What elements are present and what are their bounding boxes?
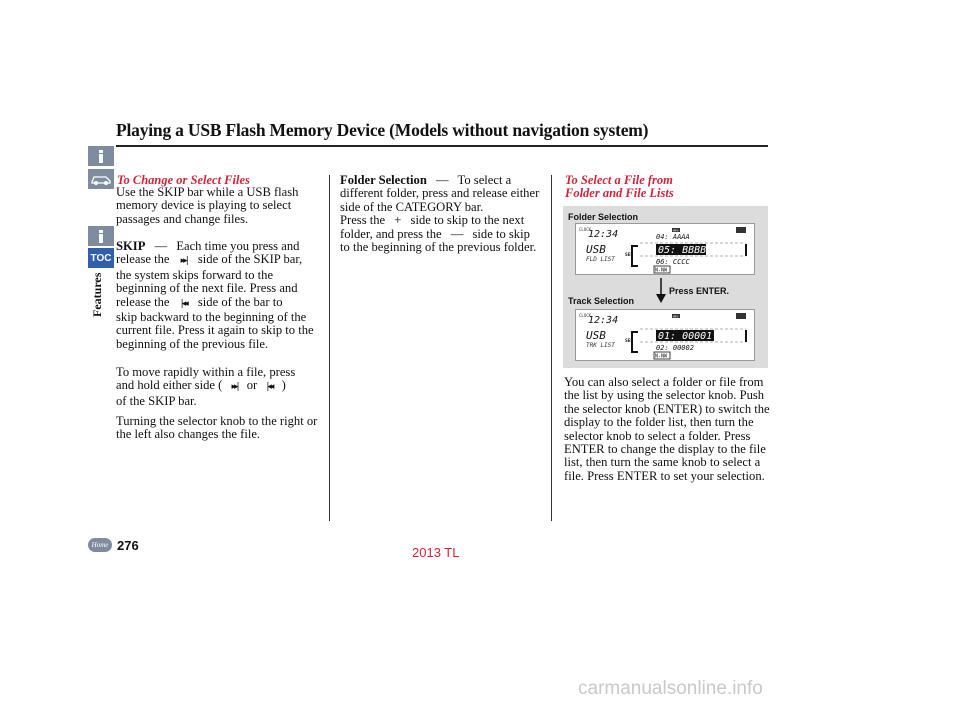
knob-text: Turning the selector knob to the right or the left also changes the file. (116, 414, 318, 442)
lcd2-mode: USB (586, 329, 606, 342)
select-file-heading (565, 174, 674, 200)
lcd2-badge: MP3 (673, 314, 679, 319)
skip-line2a: release the (116, 252, 170, 267)
folder-selection-text (340, 174, 548, 254)
rapid-forward-icon: ▸▸| (231, 382, 238, 393)
page-number: 276 (117, 538, 139, 553)
rapid-close: ) (281, 378, 286, 393)
lcd-track-list (575, 309, 755, 361)
lcd1-mode: USB (586, 243, 606, 256)
header-rule (116, 145, 768, 147)
lcd2-row3: 02: 00002 (656, 344, 694, 352)
skip-line6: skip backward to the beginning of the current file. Press it again to skip to the beginning of the previous file. (116, 310, 314, 351)
lcd2-sub: TRK LIST (586, 342, 615, 349)
select-file-heading-line2: Folder and File Lists (565, 186, 674, 200)
folder-selection-caption: Folder Selection (568, 212, 639, 222)
select-file-body: You can also select a folder or file from the list by using the selector knob. Push the selector knob (ENTER) to switch the display to the folder list, then turn the selector knob to select a folder. Press ENTER to change the display to the file list, then turn the same knob to select a file. Press ENTER to set your selection. (564, 375, 770, 483)
lcd1-row3: 06: CCCC (656, 258, 690, 266)
watermark: carmanualsonline.info (578, 678, 763, 699)
skip-line4: beginning of the next file. Press and (116, 281, 298, 296)
select-file-heading-line1: To Select a File from (565, 173, 673, 187)
car-icon[interactable] (88, 169, 114, 189)
lcd2-clock: 12:34 (588, 315, 619, 326)
skip-intro-text: Use the SKIP bar while a USB flash memory device is playing to select passages and change files. (116, 185, 299, 226)
home-button[interactable]: Home (88, 538, 112, 552)
minus-symbol: — (450, 226, 464, 241)
page-title: Playing a USB Flash Memory Device (Models without navigation system) (116, 120, 649, 140)
column-divider-1 (329, 175, 330, 521)
folder-selection-dash: — (436, 173, 449, 187)
skip-description (116, 240, 328, 351)
skip-forward-icon: ▸▸| (180, 256, 187, 267)
skip-line1: Each time you press and (176, 239, 300, 253)
lcd2-clock-label: CLOCK (579, 313, 592, 318)
lcd1-badge: MP3 (673, 228, 679, 233)
skip-line5a: release the (116, 294, 170, 309)
lcd1-row2: 05: BBBB (658, 245, 707, 256)
lcd-folder-list (575, 223, 755, 275)
model-footer: 2013 TL (412, 545, 460, 560)
lcd1-row1: 04: AAAA (656, 233, 690, 241)
info-icon-2[interactable] (88, 226, 114, 246)
toc-button[interactable]: TOC (88, 248, 114, 268)
folder-text4b: side to skip (472, 226, 530, 241)
lcd1-sub: FLD LIST (586, 256, 615, 263)
rapid-back-icon: |◂◂ (266, 382, 273, 393)
lcd1-clock-label: CLOCK (579, 227, 592, 232)
plus-symbol: + (394, 213, 402, 228)
lcd1-sel: SEL (625, 253, 634, 258)
folder-text5: to the beginning of the previous folder. (340, 240, 537, 255)
skip-label: SKIP (116, 239, 146, 253)
folder-selection-label: Folder Selection (340, 173, 427, 187)
lcd1-compass: N-NW (655, 267, 668, 274)
folder-text2: different folder, press and release either side of the CATEGORY bar. (340, 186, 540, 214)
column-divider-2 (551, 175, 552, 521)
rapid-line3: of the SKIP bar. (116, 393, 197, 408)
down-arrow-icon (655, 278, 667, 304)
rapid-line2a: and hold either side ( (116, 378, 223, 393)
display-illustration (563, 206, 768, 368)
rapid-line1: To move rapidly within a file, press (116, 365, 296, 379)
lcd1-clock: 12:34 (588, 229, 619, 240)
skip-line5b: side of the bar to (197, 294, 283, 309)
skip-back-icon: |◂◂ (180, 298, 187, 309)
skip-dash: — (154, 239, 168, 253)
info-icon[interactable] (88, 146, 114, 166)
lcd2-compass: N-NW (655, 353, 668, 360)
folder-text3b: side to skip to the next (410, 213, 525, 228)
lcd2-sel: SEL (625, 339, 634, 344)
folder-text1: To select a (457, 173, 512, 187)
skip-line3: the system skips forward to the (116, 267, 274, 282)
skip-line2b: side of the SKIP bar, (197, 252, 303, 267)
press-enter-caption: Press ENTER. (669, 286, 730, 296)
track-selection-caption: Track Selection (568, 296, 635, 306)
change-files-heading: To Change or Select Files (117, 173, 250, 187)
folder-text4a: folder, and press the (340, 226, 442, 241)
rapid-text (116, 366, 328, 408)
section-label: Features (90, 272, 104, 317)
lcd2-row2: 01: 00001 (658, 331, 713, 342)
rapid-or: or (246, 378, 258, 393)
folder-text3a: Press the (340, 213, 386, 228)
